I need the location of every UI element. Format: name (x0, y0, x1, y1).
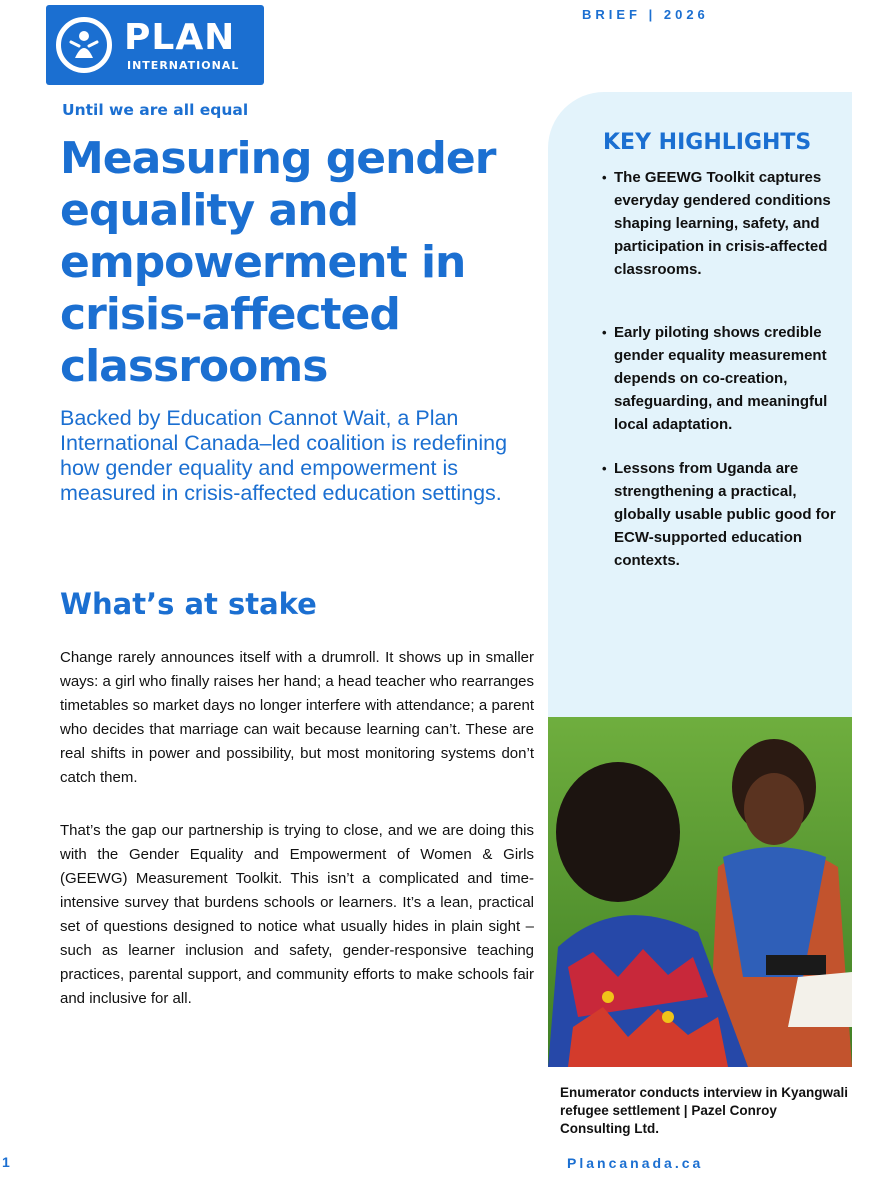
section-heading: What’s at stake (60, 587, 317, 621)
page-number: 1 (2, 1154, 10, 1170)
plan-logo (46, 5, 264, 85)
body-paragraph-1: Change rarely announces itself with a drumroll. It shows up in smaller ways: a girl who finally raises her hand; a head teacher who rearranges timetables so market days no longer interfere with attendance; a parent who decides that marriage can wait because learning can’t. These are real shifts in power and possibility, but most monitoring systems don’t catch them. (60, 649, 534, 786)
plan-logo-icon (56, 17, 112, 73)
highlights-list (602, 166, 842, 572)
tagline: Until we are all equal (62, 101, 249, 119)
logo-wordmark: PLAN (124, 17, 236, 58)
highlights-heading: KEY HIGHLIGHTS (603, 130, 812, 155)
body-paragraph-2: That’s the gap our partnership is trying to close, and we are doing this with the Gender Equality and Empowerment of Women & Girls (GEEWG) Measurement Toolkit. This isn’t a complicated and time-intensive survey that burdens schools or learners. It’s a lean, practical set of questions designed to notice what usually hides in plain sight – such as learner inclusion and safety, gender-responsive teaching practices, parental support, and community efforts to make schools fair and inclusive for all. (60, 822, 534, 1007)
website-link[interactable]: Plancanada.ca (567, 1155, 704, 1171)
logo-subwordmark: INTERNATIONAL (127, 59, 240, 72)
highlight-item: • Lessons from Uganda are strengthening a practical, globally usable public good for ECW-supported education contexts. (602, 457, 842, 572)
photo-caption: Enumerator conducts interview in Kyangwali refugee settlement | Pazel Conroy Consulting Ltd. (560, 1085, 849, 1136)
key-highlights-panel (548, 92, 852, 718)
page-title: Measuring gender equality and empowerment in crisis-affected classrooms (60, 133, 496, 392)
intro-paragraph: Backed by Education Cannot Wait, a Plan International Canada–led coalition is redefining how gender equality and empowerment is measured in crisis-affected education settings. (60, 406, 508, 505)
interview-photo (548, 717, 852, 1067)
brief-label: BRIEF | 2026 (582, 7, 709, 22)
highlight-item: • Early piloting shows credible gender equality measurement depends on co-creation, safeguarding, and meaningful local adaptation. (602, 321, 842, 436)
highlight-item: • The GEEWG Toolkit captures everyday gendered conditions shaping learning, safety, and participation in crisis-affected classrooms. (602, 166, 842, 281)
